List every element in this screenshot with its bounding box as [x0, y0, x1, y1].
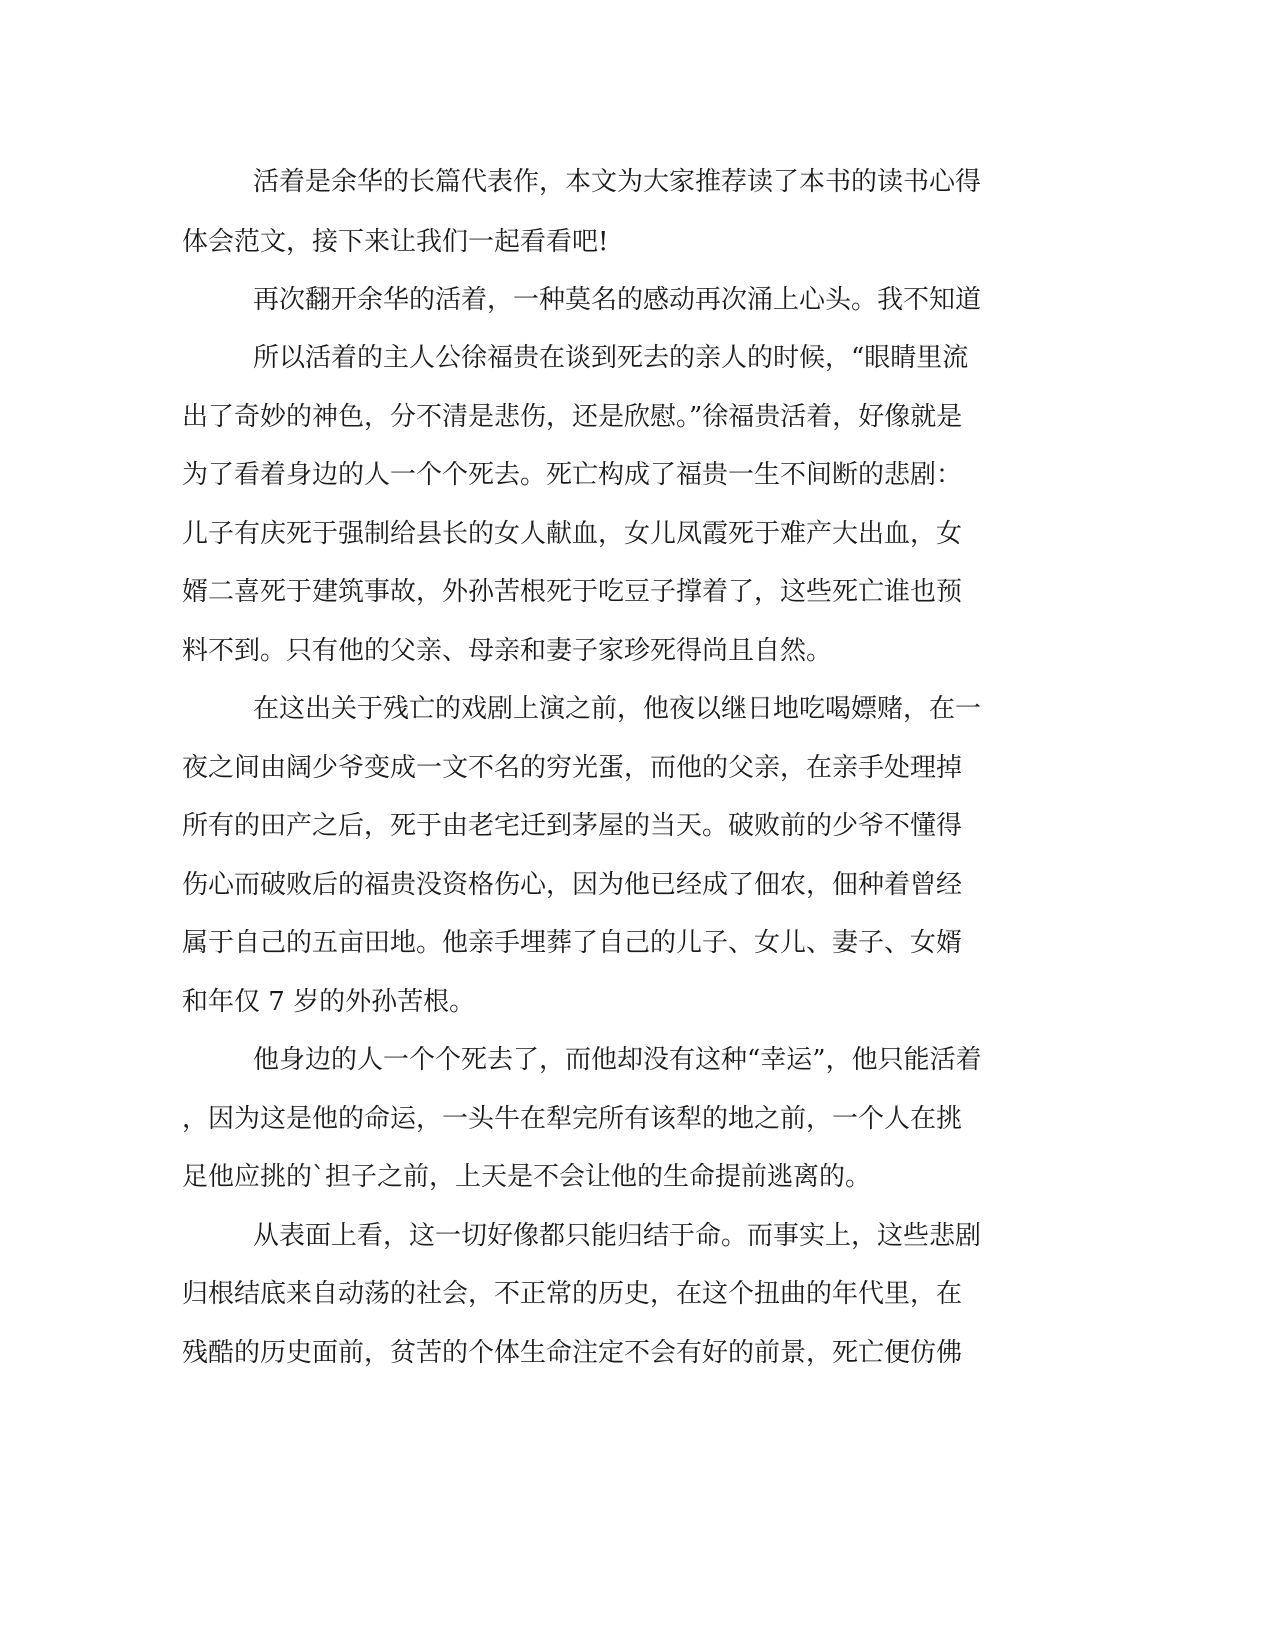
- text-line: 出了奇妙的神色，分不清是悲伤，还是欣慰。”徐福贵活着，好像就是: [182, 402, 963, 432]
- text-line: 他身边的人一个个死去了，而他却没有这种“幸运”，他只能活着: [253, 1045, 982, 1075]
- text-line: 属于自己的五亩田地。他亲手埋葬了自己的儿子、女儿、妻子、女婿: [182, 928, 963, 958]
- text-line: 残酷的历史面前，贫苦的个体生命注定不会有好的前景，死亡便仿佛: [182, 1338, 963, 1368]
- text-line: 所以活着的主人公徐福贵在谈到死去的亲人的时候，“眼睛里流: [253, 343, 969, 373]
- text-line: 活着是余华的长篇代表作，本文为大家推荐读了本书的读书心得: [253, 167, 982, 197]
- text-line: 和年仅 7 岁的外孙苦根。: [182, 987, 476, 1017]
- text-line: 在这出关于残亡的戏剧上演之前，他夜以继日地吃喝嫖赌，在一: [253, 694, 982, 724]
- text-line: 料不到。只有他的父亲、母亲和妻子家珍死得尚且自然。: [182, 636, 833, 666]
- text-line: 婿二喜死于建筑事故，外孙苦根死于吃豆子撑着了，这些死亡谁也预: [182, 577, 963, 607]
- text-line: 足他应挑的`担子之前，上天是不会让他的生命提前逃离的。: [182, 1162, 872, 1192]
- text-line: 从表面上看，这一切好像都只能归结于命。而事实上，这些悲剧: [253, 1221, 982, 1251]
- text-line: ，因为这是他的命运，一头牛在犁完所有该犁的地之前，一个人在挑: [182, 1104, 963, 1134]
- text-line: 夜之间由阔少爷变成一文不名的穷光蛋，而他的父亲，在亲手处理掉: [182, 753, 963, 783]
- text-line: 为了看着身边的人一个个死去。死亡构成了福贵一生不间断的悲剧：: [182, 460, 963, 490]
- text-line: 儿子有庆死于强制给县长的女人献血，女儿凤霞死于难产大出血，女: [182, 519, 963, 549]
- text-line: 伤心而破败后的福贵没资格伤心，因为他已经成了佃农，佃种着曾经: [182, 870, 963, 900]
- text-line: 所有的田产之后，死于由老宅迁到茅屋的当天。破败前的少爷不懂得: [182, 811, 963, 841]
- text-line: 体会范文，接下来让我们一起看看吧!: [182, 227, 609, 257]
- text-line: 再次翻开余华的活着，一种莫名的感动再次涌上心头。我不知道: [253, 285, 982, 315]
- text-line: 归根结底来自动荡的社会，不正常的历史，在这个扭曲的年代里，在: [182, 1279, 963, 1309]
